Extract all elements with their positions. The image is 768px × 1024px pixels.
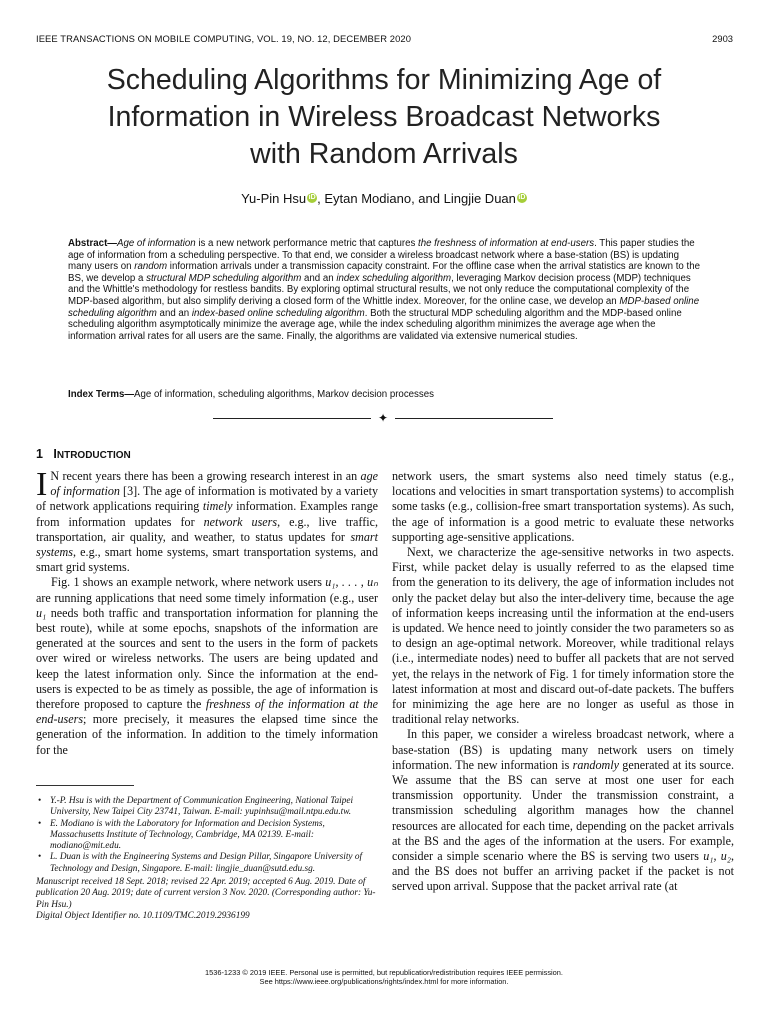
- copyright-line: 1536-1233 © 2019 IEEE. Personal use is permitted, but republication/redistribution requires IEEE permission.: [205, 968, 563, 977]
- footnotes: [36, 796, 378, 922]
- body-text: are running applications that need some timely information (e.g., user: [36, 590, 378, 605]
- section-title-initial: I: [53, 447, 57, 461]
- abstract-text: and an: [301, 272, 337, 284]
- index-terms-label: Index Terms—: [68, 389, 135, 400]
- abstract-emph: index-based online scheduling algorithm: [191, 307, 365, 319]
- orcid-icon[interactable]: iD: [308, 194, 316, 201]
- index-terms-text: Age of information, scheduling algorithms, Markov decision processes: [134, 389, 434, 400]
- paragraph: [392, 727, 734, 894]
- body-emph: timely: [202, 499, 233, 514]
- abstract-emph: MDP-based online scheduling algorithm: [68, 295, 700, 319]
- doi-note: Digital Object Identifier no. 10.1109/TMC.2019.2936199: [36, 910, 250, 921]
- abstract-emph: random: [134, 261, 168, 273]
- diamond-icon: ✦: [377, 411, 389, 425]
- section-number: 1: [36, 447, 43, 461]
- page-number: 2903: [712, 33, 733, 44]
- body-emph: age of information: [50, 469, 378, 499]
- abstract-emph: Age of information: [117, 238, 196, 249]
- body-emph: randomly: [572, 757, 619, 772]
- drop-cap: I: [36, 466, 48, 503]
- body-text: [3]. The age of information is motivated by a variety of network applications requiring: [36, 484, 378, 514]
- author-names-rest: , Eytan Modiano, and Lingjie Duan: [317, 191, 516, 206]
- body-text: , and the BS does not buffer an arriving packet if the packet is not served upon arrival. Suppose that the packet arrival rate (at: [392, 849, 734, 894]
- body-emph: network users: [203, 514, 278, 529]
- body-text: ; more precisely, it measures the elapsed time since the generation of the information. In addition to the timely information for the: [36, 712, 378, 757]
- abstract-emph: structural MDP scheduling algorithm: [146, 272, 302, 284]
- copyright-notice: [0, 968, 768, 986]
- right-column: [392, 469, 734, 895]
- paragraph: Next, we characterize the age-sensitive networks in two aspects. First, while packet delay is usually referred to as the elapsed time from the generation to its delivery, the age of information includes not only the packet delay but also the inter-delivery time, because the age of information keeps increasing until the information at the end-users is updated. We hence need to jointly consider the two parameters so as to design an age-optimal network. Moreover, while traditional relays (i.e., intermediate nodes) need to buffer all packets that are not served yet, the relays in the network of Fig. 1 for timely information store the latest information at most and discard out-of-date packets. The buffers for minimizing the age here are no longer as useful as those in traditional relay networks.: [392, 545, 734, 727]
- divider-rule: [213, 418, 371, 419]
- paragraph: network users, the smart systems also need timely status (e.g., locations and velocities in smart transportation systems) to accomplish some tasks (e.g., collision-free smart transportation systems). As such, the age of information is a good metric to evaluate these networks supporting age-sensitive applications.: [392, 469, 734, 544]
- footnote-rule: [36, 785, 134, 786]
- divider-rule: [395, 418, 553, 419]
- abstract-text: is a new network performance metric that captures: [195, 238, 418, 249]
- body-text: information. Examples range from information updates for: [36, 499, 378, 529]
- abstract-text: , leveraging Markov decision process (MDP) techniques and the Whittle's methodology for restless bandits. By exploring optimal structural results, we not only reduce the computational complexity of the MDP-based algorithm, but also simplify deriving a closed form of the Whittle index. Moreover, for the online case, we develop an: [68, 272, 691, 307]
- journal-header: IEEE TRANSACTIONS ON MOBILE COMPUTING, VOL. 19, NO. 12, DECEMBER 2020: [36, 33, 412, 44]
- copyright-line[interactable]: See https://www.ieee.org/publications/rights/index.html for more information.: [259, 977, 509, 986]
- title-line: Information in Wireless Broadcast Networks: [107, 101, 661, 133]
- math-inline: u₁, u₂: [703, 849, 731, 864]
- body-text: , e.g., live traffic, transportation, air quality, and weather, to status updates for: [36, 514, 378, 544]
- body-emph: smart systems: [36, 529, 378, 560]
- section-title-rest: NTRODUCTION: [56, 450, 131, 461]
- body-text: In this paper, we consider a wireless broadcast network, where a base-station (BS) is updating many network users on timely information. The new information is: [392, 727, 734, 772]
- body-text: needs both traffic and transportation information for planning the best route), while at some epochs, snapshots of the information are generated at the sources and sent to the users in the form of packets over wired or wireless networks. The users are being updated and keep the latest information only. Since the information at the end-users is expected to be as timely as possible, the age of information is therefore proposed to capture the: [36, 605, 378, 712]
- affiliation-note: • E. Modiano is with the Laboratory for Information and Decision Systems, Massachusetts Institute of Technology, Cambridge, MA 02139. E-mail: modiano@mit.edu.: [36, 819, 378, 853]
- body-emph: freshness of the information at the end-users: [36, 697, 378, 727]
- abstract-text: information arrivals under a transmission capacity constraint. For the offline case when the arrival statistics are known to the BS, we develop a: [68, 261, 700, 284]
- body-text: , e.g., smart home systems, smart transportation systems, and smart grid systems.: [36, 545, 378, 575]
- abstract: [68, 238, 700, 342]
- index-terms: [68, 389, 700, 400]
- abstract-text: and an: [156, 307, 192, 319]
- body-text: N recent years there has been a growing research interest in an: [50, 469, 361, 483]
- math-inline: u₁: [36, 605, 47, 620]
- affiliation-note: • Y.-P. Hsu is with the Department of Communication Engineering, National Taipei University, New Taipei City 23741, Taiwan. E-mail: yupinhsu@mail.ntpu.edu.tw.: [36, 796, 378, 819]
- abstract-emph: index scheduling algorithm: [336, 272, 452, 284]
- body-text: Fig. 1 shows an example network, where network users: [51, 575, 326, 590]
- author-name: Yu-Pin Hsu: [241, 191, 307, 206]
- body-text: generated at its source. We assume that the BS can serve at most one user for each transmission opportunity. Under the transmission constraint, a transmission scheduling algorithm manages how the channel resources are allocated for each time, depending on the packet arrivals at the BS and the ages of the information at the users. For example, consider a simple scenario where the BS is serving two users: [392, 757, 734, 864]
- section-divider: [213, 411, 553, 425]
- manuscript-history: Manuscript received 18 Sept. 2018; revised 22 Apr. 2019; accepted 6 Aug. 2019. Date of publication 20 Aug. 2019; date of current version 3 Nov. 2020. (Corresponding author: Yu-Pin Hsu.): [36, 877, 376, 910]
- paper-title: [0, 62, 768, 173]
- math-inline: u₁, . . . , uₙ: [325, 575, 379, 590]
- abstract-emph: the freshness of information at end-users: [418, 238, 595, 249]
- affiliation-note: • L. Duan is with the Engineering Systems and Design Pillar, Singapore University of Technology and Design, Singapore. E-mail: lingjie_duan@sutd.edu.sg.: [36, 852, 378, 875]
- orcid-icon[interactable]: iD: [518, 194, 526, 201]
- left-column: [36, 466, 379, 758]
- paragraph: [36, 466, 378, 575]
- abstract-text: . Both the structural MDP scheduling algorithm and the MDP-based online scheduling algorithm asymptotically minimize the average age, while the index scheduling algorithm minimizes the average age when the information arrival rates for all users are the same. Finally, the algorithms are validated via extensive numerical studies.: [68, 307, 682, 342]
- title-line: Scheduling Algorithms for Minimizing Age of: [106, 64, 662, 96]
- paragraph: [36, 575, 378, 757]
- abstract-text: . This paper studies the age of information from a scheduling perspective. To that end, we consider a wireless broadcast network where a base-station (BS) is updating many users on: [68, 238, 695, 273]
- section-heading: [36, 447, 131, 461]
- author-list: [0, 191, 768, 206]
- title-line: with Random Arrivals: [250, 138, 518, 170]
- abstract-label: Abstract—: [68, 238, 117, 249]
